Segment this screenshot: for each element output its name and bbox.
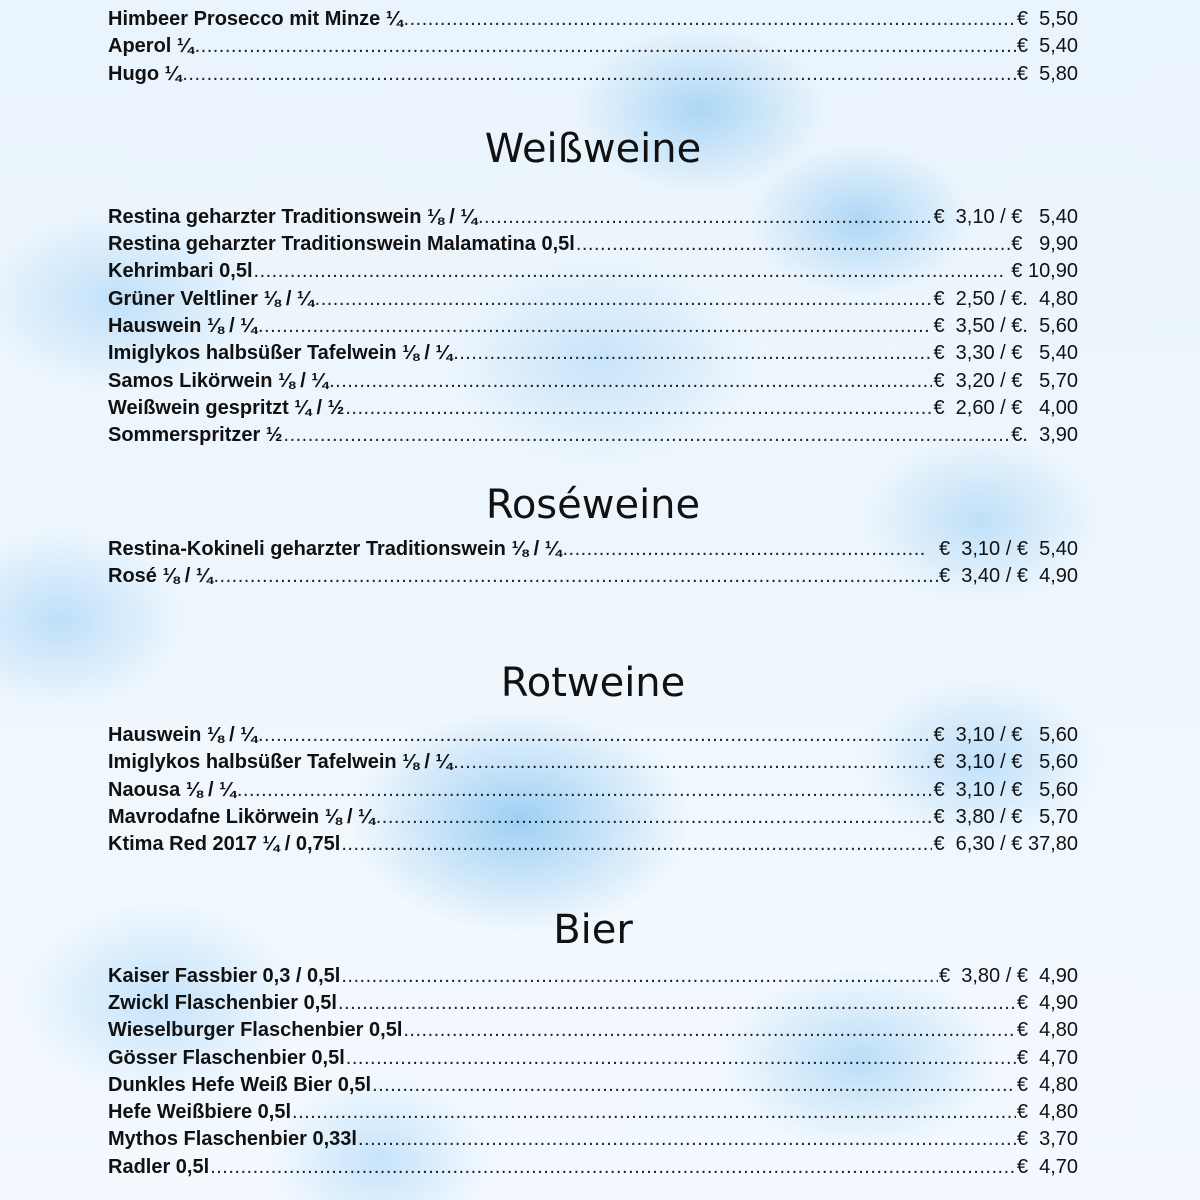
item-name: Grüner Veltliner ⅛ / ¼ <box>108 287 314 310</box>
item-name: Sommerspritzer ½ <box>108 424 283 447</box>
item-name: Ktima Red 2017 ¼ / 0,75l <box>108 833 341 856</box>
menu-section-aperitifs <box>108 6 1078 88</box>
leader-dots <box>453 340 932 367</box>
leader-dots <box>214 563 939 590</box>
item-price: € 10,90 <box>1005 260 1078 283</box>
menu-section-roseweine <box>108 482 1078 591</box>
leader-dots <box>358 1126 1016 1153</box>
item-price: € 5,40 <box>1016 35 1078 58</box>
item-price: € 4,80 <box>1016 1019 1078 1042</box>
item-name: Kaiser Fassbier 0,3 / 0,5l <box>108 964 341 987</box>
item-name: Restina-Kokineli geharzter Traditionswein ⅛ / ¼ <box>108 537 562 560</box>
section-heading: Rotweine <box>500 660 686 707</box>
menu-item <box>108 831 1078 858</box>
drinks-menu <box>108 6 1078 1181</box>
menu-item <box>108 340 1078 367</box>
item-name: Restina geharzter Traditionswein Malamatina 0,5l <box>108 233 575 256</box>
leader-dots <box>562 536 926 563</box>
menu-item <box>108 990 1078 1017</box>
item-name: Himbeer Prosecco mit Minze ¼ <box>108 8 403 30</box>
menu-item <box>108 258 1078 285</box>
leader-dots <box>315 286 933 313</box>
item-price: € 4,70 <box>1016 1155 1078 1178</box>
menu-item <box>108 963 1078 990</box>
item-name: Radler 0,5l <box>108 1155 210 1178</box>
item-name: Samos Likörwein ⅛ / ¼ <box>108 369 329 392</box>
menu-item <box>108 231 1078 258</box>
leader-dots <box>346 1045 1016 1072</box>
leader-dots <box>576 231 1010 258</box>
item-price: € 3,80 / € 4,90 <box>939 964 1078 987</box>
menu-item <box>108 536 1078 563</box>
item-price: € 3,20 / € 5,70 <box>933 369 1078 392</box>
item-name: Zwickl Flaschenbier 0,5l <box>108 991 337 1014</box>
menu-item <box>108 1017 1078 1044</box>
item-name: Wieselburger Flaschenbier 0,5l <box>108 1019 403 1042</box>
item-price: € 3,10 / € 5,60 <box>933 778 1078 801</box>
menu-item <box>108 422 1078 449</box>
item-price: € 3,10 / € 5,60 <box>933 751 1078 774</box>
menu-item <box>108 395 1078 422</box>
item-name: Dunkles Hefe Weiß Bier 0,5l <box>108 1073 372 1096</box>
item-price: €. 3,90 <box>1011 424 1078 447</box>
leader-dots <box>258 722 932 749</box>
item-name: Gösser Flaschenbier 0,5l <box>108 1046 345 1069</box>
menu-item <box>108 313 1078 340</box>
menu-item <box>108 204 1078 231</box>
menu-item <box>108 804 1078 831</box>
menu-section-bier <box>108 907 1078 1181</box>
item-price: € 9,90 <box>1011 233 1078 256</box>
leader-dots <box>195 33 1016 60</box>
menu-item <box>108 6 1078 33</box>
item-price: € 4,80 <box>1016 1101 1078 1124</box>
section-heading: Roséweine <box>485 481 701 528</box>
leader-dots <box>376 804 933 831</box>
leader-dots <box>210 1154 1016 1181</box>
item-price: € 2,60 / € 4,00 <box>933 396 1078 419</box>
menu-item <box>108 1126 1078 1153</box>
leader-dots <box>284 422 1011 449</box>
leader-dots <box>258 313 932 340</box>
item-name: Hauswein ⅛ / ¼ <box>108 724 257 747</box>
section-heading: Weißweine <box>484 125 702 172</box>
menu-section-weissweine <box>108 126 1078 450</box>
leader-dots <box>182 61 1015 88</box>
item-name: Imiglykos halbsüßer Tafelwein ⅛ / ¼ <box>108 751 453 774</box>
item-name: Imiglykos halbsüßer Tafelwein ⅛ / ¼ <box>108 342 453 365</box>
item-price: € 3,30 / € 5,40 <box>933 342 1078 365</box>
item-name: Hugo ¼ <box>108 62 182 85</box>
menu-item <box>108 777 1078 804</box>
leader-dots <box>341 831 932 858</box>
item-name: Kehrimbari 0,5l <box>108 260 253 283</box>
item-name: Mythos Flaschenbier 0,33l <box>108 1128 357 1151</box>
item-name: Naousa ⅛ / ¼ <box>108 778 236 801</box>
item-price: € 4,80 <box>1016 1073 1078 1096</box>
menu-item <box>108 61 1078 88</box>
leader-dots <box>338 990 1016 1017</box>
item-price: € 6,30 / € 37,80 <box>933 833 1078 856</box>
leader-dots <box>341 963 938 990</box>
item-price: € 4,70 <box>1016 1046 1078 1069</box>
item-price: € 3,50 / €. 5,60 <box>933 315 1078 338</box>
item-price: € 5,50 <box>1016 8 1078 30</box>
leader-dots <box>345 395 932 422</box>
menu-item <box>108 1072 1078 1099</box>
item-price: € 4,90 <box>1016 991 1078 1014</box>
item-name: Mavrodafne Likörwein ⅛ / ¼ <box>108 806 375 829</box>
leader-dots <box>403 1017 1015 1044</box>
item-price: € 3,70 <box>1016 1128 1078 1151</box>
menu-item <box>108 368 1078 395</box>
menu-item <box>108 749 1078 776</box>
menu-item <box>108 286 1078 313</box>
menu-item <box>108 1154 1078 1181</box>
item-name: Restina geharzter Traditionswein ⅛ / ¼ <box>108 205 477 228</box>
leader-dots <box>237 777 933 804</box>
item-price: € 5,80 <box>1016 62 1078 85</box>
menu-item <box>108 33 1078 60</box>
item-price: € 3,10 / € 5,40 <box>927 537 1078 560</box>
item-price: € 3,10 / € 5,60 <box>933 724 1078 747</box>
menu-section-rotweine <box>108 660 1078 858</box>
menu-item <box>108 722 1078 749</box>
item-name: Weißwein gespritzt ¼ / ½ <box>108 396 345 419</box>
menu-item <box>108 1099 1078 1126</box>
leader-dots <box>478 204 932 231</box>
leader-dots <box>254 258 1005 285</box>
item-name: Rosé ⅛ / ¼ <box>108 564 213 587</box>
item-price: € 3,40 / € 4,90 <box>939 564 1078 587</box>
item-name: Aperol ¼ <box>108 35 194 58</box>
item-name: Hauswein ⅛ / ¼ <box>108 315 257 338</box>
leader-dots <box>329 368 932 395</box>
item-price: € 2,50 / €. 4,80 <box>933 287 1078 310</box>
leader-dots <box>292 1099 1016 1126</box>
leader-dots <box>372 1072 1016 1099</box>
menu-item <box>108 563 1078 590</box>
item-name: Hefe Weißbiere 0,5l <box>108 1101 292 1124</box>
leader-dots <box>453 749 932 776</box>
menu-item <box>108 1045 1078 1072</box>
leader-dots <box>404 6 1016 33</box>
section-heading: Bier <box>553 906 633 953</box>
item-price: € 3,10 / € 5,40 <box>933 205 1078 228</box>
item-price: € 3,80 / € 5,70 <box>933 806 1078 829</box>
